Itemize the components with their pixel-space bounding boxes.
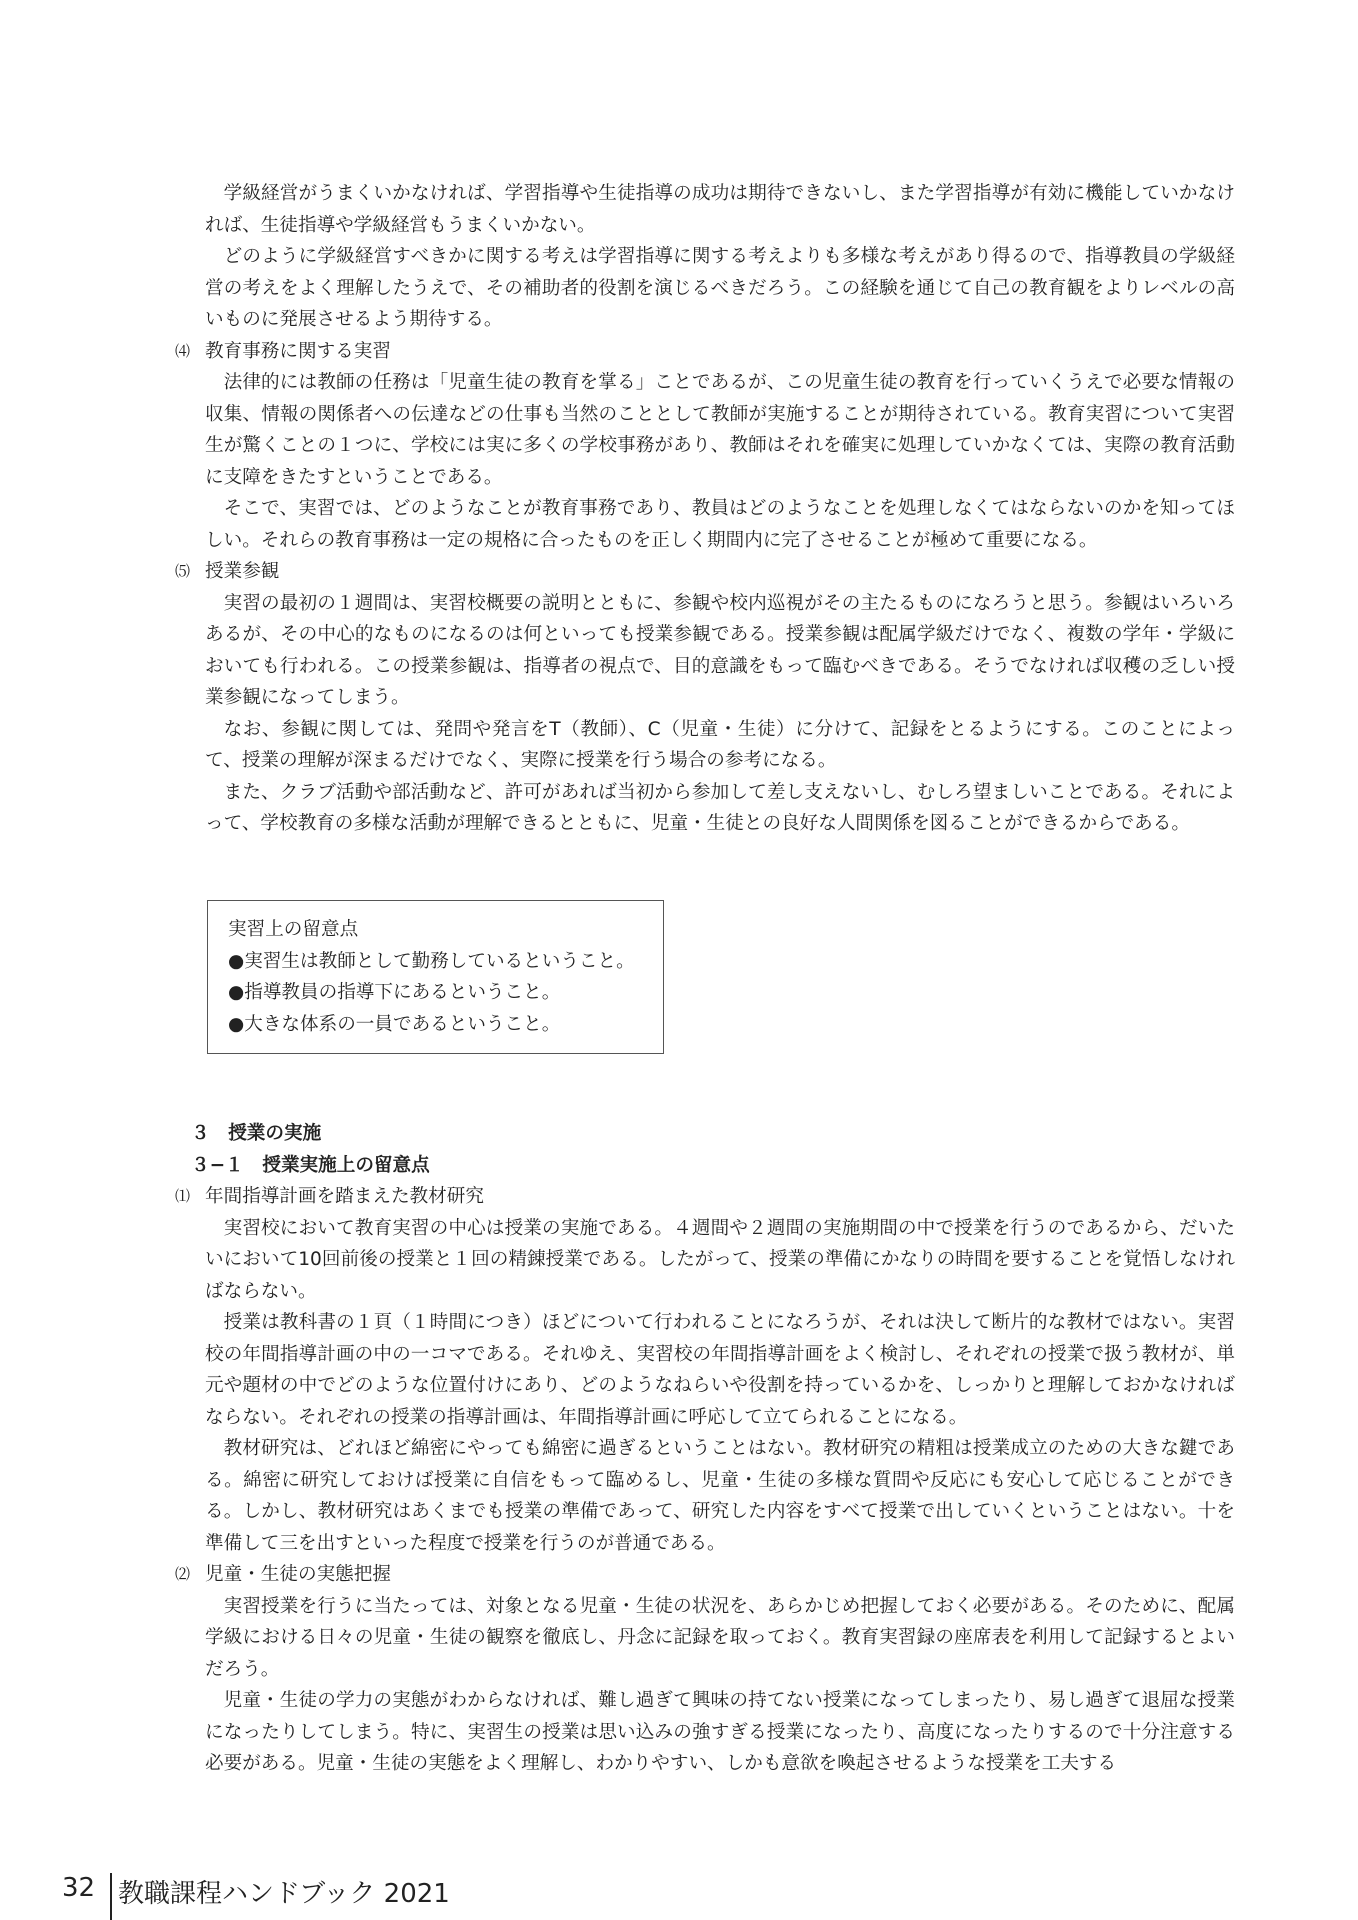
item-title: 教育事務に関する実習 — [205, 340, 391, 362]
paragraph: 実習校において教育実習の中心は授業の実施である。４週間や２週間の実施期間の中で授業を行うのであるから、だいたいにおいて10回前後の授業と１回の精錬授業である。したがって、授業の準備にかなりの時間を要することを覚悟しなければならない。 — [205, 1217, 1235, 1302]
notes-box-title: 実習上の留意点 — [228, 919, 359, 940]
item-5-heading — [175, 556, 1235, 588]
paragraph: 実習授業を行うに当たっては、対象となる児童・生徒の状況を、あらかじめ把握しておく必要がある。そのために、配属学級における日々の児童・生徒の観察を徹底し、丹念に記録を取っておく。教育実習録の座席表を利用して記録するとよいだろう。 — [205, 1595, 1235, 1680]
paragraph: どのように学級経営すべきかに関する考えは学習指導に関する考えよりも多様な考えがあり得るので、指導教員の学級経営の考えをよく理解したうえで、その補助者的役割を演じるべきだろう。この経験を通じて自己の教育観をよりレベルの高いものに発展させるよう期待する。 — [205, 246, 1235, 330]
paragraph: 学級経営がうまくいかなければ、学習指導や生徒指導の成功は期待できないし、また学習指導が有効に機能していかなければ、生徒指導や学級経営もうまくいかない。 — [205, 183, 1235, 236]
item-2-heading — [175, 1559, 1235, 1591]
footer-divider — [110, 1873, 112, 1920]
notes-box — [207, 900, 664, 1054]
section-heading: ３ 授業の実施 — [191, 1123, 322, 1144]
item-4-heading — [175, 336, 1235, 368]
item-title: 年間指導計画を踏まえた教材研究 — [205, 1186, 484, 1207]
paragraph: また、クラブ活動や部活動など、許可があれば当初から参加して差し支えないし、むしろ望ましいことである。それによって、学校教育の多様な活動が理解できるとともに、児童・生徒との良好な人間関係を図ることができるからである。 — [205, 781, 1235, 834]
item-number: ⑸ — [175, 562, 191, 580]
paragraph: そこで、実習では、どのようなことが教育事務であり、教員はどのようなことを処理しなくてはならないのかを知ってほしい。それらの教育事務は一定の規格に合ったものを正しく期間内に完了させることが極めて重要になる。 — [205, 498, 1235, 551]
notes-box-item: ●指導教員の指導下にあるということ。 — [228, 982, 561, 1003]
notes-box-item: ●実習生は教師として勤務しているということ。 — [228, 950, 635, 972]
paragraph: 実習の最初の１週間は、実習校概要の説明とともに、参観や校内巡視がその主たるものになろうと思う。参観はいろいろあるが、その中心的なものになるのは何といっても授業参観である。授業参観は配属学級だけでなく、複数の学年・学級においても行われる。この授業参観は、指導者の視点で、目的意識をもって臨むべきである。そうでなければ収穫の乏しい授業参観になってしまう。 — [205, 592, 1235, 708]
item-title: 授業参観 — [205, 561, 280, 582]
page-number: 32 — [62, 1873, 96, 1903]
paragraph: 教材研究は、どれほど綿密にやっても綿密に過ぎるということはない。教材研究の精粗は授業成立のための大きな鍵である。綿密に研究しておけば授業に自信をもって臨めるし、児童・生徒の多様な質問や反応にも安心して応じることができる。しかし、教材研究はあくまでも授業の準備であって、研究した内容をすべて授業で出していくということはない。十を準備して三を出すといった程度で授業を行うのが普通である。 — [205, 1438, 1235, 1554]
item-title: 児童・生徒の実態把握 — [205, 1564, 391, 1585]
notes-box-item: ●大きな体系の一員であるということ。 — [228, 1013, 561, 1035]
lower-text-block — [175, 1118, 1235, 1780]
paragraph: 児童・生徒の学力の実態がわからなければ、難し過ぎて興味の持てない授業になってしまったり、易し過ぎて退屈な授業になったりしてしまう。特に、実習生の授業は思い込みの強すぎる授業になったり、高度になったりするので十分注意する必要がある。児童・生徒の実態をよく理解し、わかりやすい、しかも意欲を喚起させるような授業を工夫する — [205, 1690, 1235, 1774]
item-1-heading — [175, 1181, 1235, 1213]
paragraph: 授業は教科書の１頁（１時間につき）ほどについて行われることになろうが、それは決して断片的な教材ではない。実習校の年間指導計画の中の一コマである。それゆえ、実習校の年間指導計画をよく検討し、それぞれの授業で扱う教材が、単元や題材の中でどのような位置付けにあり、どのようなねらいや役割を持っているかを、しっかりと理解しておかなければならない。それぞれの授業の指導計画は、年間指導計画に呼応して立てられることになる。 — [205, 1312, 1235, 1428]
item-number: ⑴ — [175, 1187, 191, 1205]
paragraph: なお、参観に関しては、発問や発言をT（教師）、C（児童・生徒）に分けて、記録をとるようにする。このことによって、授業の理解が深まるだけでなく、実際に授業を行う場合の参考になる。 — [205, 718, 1235, 771]
paragraph: 法律的には教師の任務は「児童生徒の教育を掌る」ことであるが、この児童生徒の教育を行っていくうえで必要な情報の収集、情報の関係者への伝達などの仕事も当然のこととして教師が実施することが期待されている。教育実習について実習生が驚くことの１つに、学校には実に多くの学校事務があり、教師はそれを確実に処理していかなくては、実際の教育活動に支障をきたすということである。 — [205, 372, 1235, 488]
item-number: ⑵ — [175, 1565, 191, 1583]
subsection-heading: ３−１ 授業実施上の留意点 — [191, 1154, 430, 1176]
upper-text-block — [175, 178, 1235, 840]
publication-title: 教職課程ハンドブック 2021 — [118, 1879, 450, 1909]
item-number: ⑷ — [175, 341, 191, 360]
